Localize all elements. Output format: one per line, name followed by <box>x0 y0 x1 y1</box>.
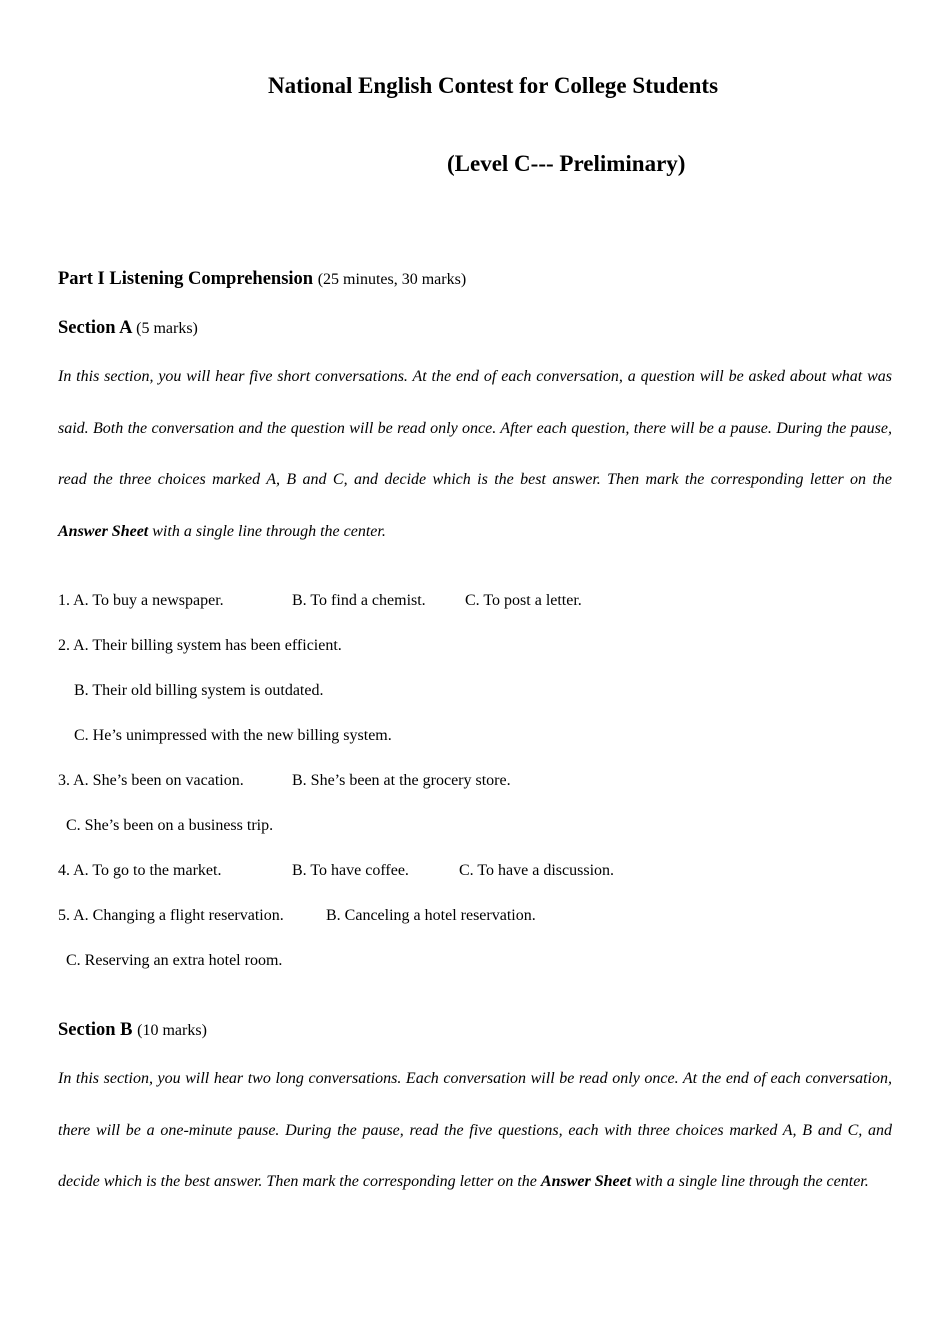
q1-option-c: C. To post a letter. <box>465 592 582 609</box>
section-a-marks: (5 marks) <box>136 320 198 337</box>
q3-option-a: 3. A. She’s been on vacation. <box>58 772 244 789</box>
section-b-heading <box>58 1020 207 1041</box>
q2-option-a: 2. A. Their billing system has been efficient. <box>58 637 342 654</box>
q3-option-c: C. She’s been on a business trip. <box>66 817 274 834</box>
q2-option-c: C. He’s unimpressed with the new billing system. <box>74 727 392 744</box>
q1-option-b: B. To find a chemist. <box>292 592 426 609</box>
document-subtitle: (Level C--- Preliminary) <box>447 151 686 176</box>
section-b-answer-sheet-label: Answer Sheet <box>540 1173 632 1191</box>
q4-option-b: B. To have coffee. <box>292 862 409 879</box>
section-a-heading <box>58 318 198 339</box>
section-a-instruction-text: In this section, you will hear five short conversations. At the end of each conversation, a question will be asked about what was said. Both the conversation and the question will be read only once. After each question, there will be a pause. During the pause, read the three choices marked A, B and C, and decide which is the best answer. Then mark the corresponding letter on the <box>58 368 892 489</box>
q5-option-b: B. Canceling a hotel reservation. <box>326 907 536 924</box>
q5-option-a: 5. A. Changing a flight reservation. <box>58 907 284 924</box>
section-a-instructions <box>58 351 892 558</box>
section-b-marks: (10 marks) <box>137 1022 207 1039</box>
section-a-answer-sheet-label: Answer Sheet <box>58 523 149 541</box>
section-a-instruction-end: with a single line through the center. <box>148 523 386 541</box>
section-b-title: Section B <box>58 1020 133 1040</box>
section-b-instruction-end: with a single line through the center. <box>631 1173 869 1191</box>
document-title: National English Contest for College Students <box>268 73 719 98</box>
q1-option-a: 1. A. To buy a newspaper. <box>58 592 224 609</box>
part1-meta: (25 minutes, 30 marks) <box>317 271 467 288</box>
section-b-instructions <box>58 1053 892 1208</box>
section-b-instruction-text: In this section, you will hear two long conversations. Each conversation will be read only once. At the end of each conversation, there will be a one-minute pause. During the pause, read the five questions, each with three choices marked A, B and C, and decide which is the best answer. Then mark the corresponding letter on the <box>58 1070 892 1191</box>
q3-option-b: B. She’s been at the grocery store. <box>292 772 511 789</box>
part1-heading <box>58 269 466 290</box>
part1-title: Part I Listening Comprehension <box>58 269 314 289</box>
section-a-title: Section A <box>58 318 132 338</box>
q4-option-c: C. To have a discussion. <box>459 862 615 879</box>
q5-option-c: C. Reserving an extra hotel room. <box>66 952 283 969</box>
q2-option-b: B. Their old billing system is outdated. <box>74 682 324 699</box>
q4-option-a: 4. A. To go to the market. <box>58 862 222 879</box>
